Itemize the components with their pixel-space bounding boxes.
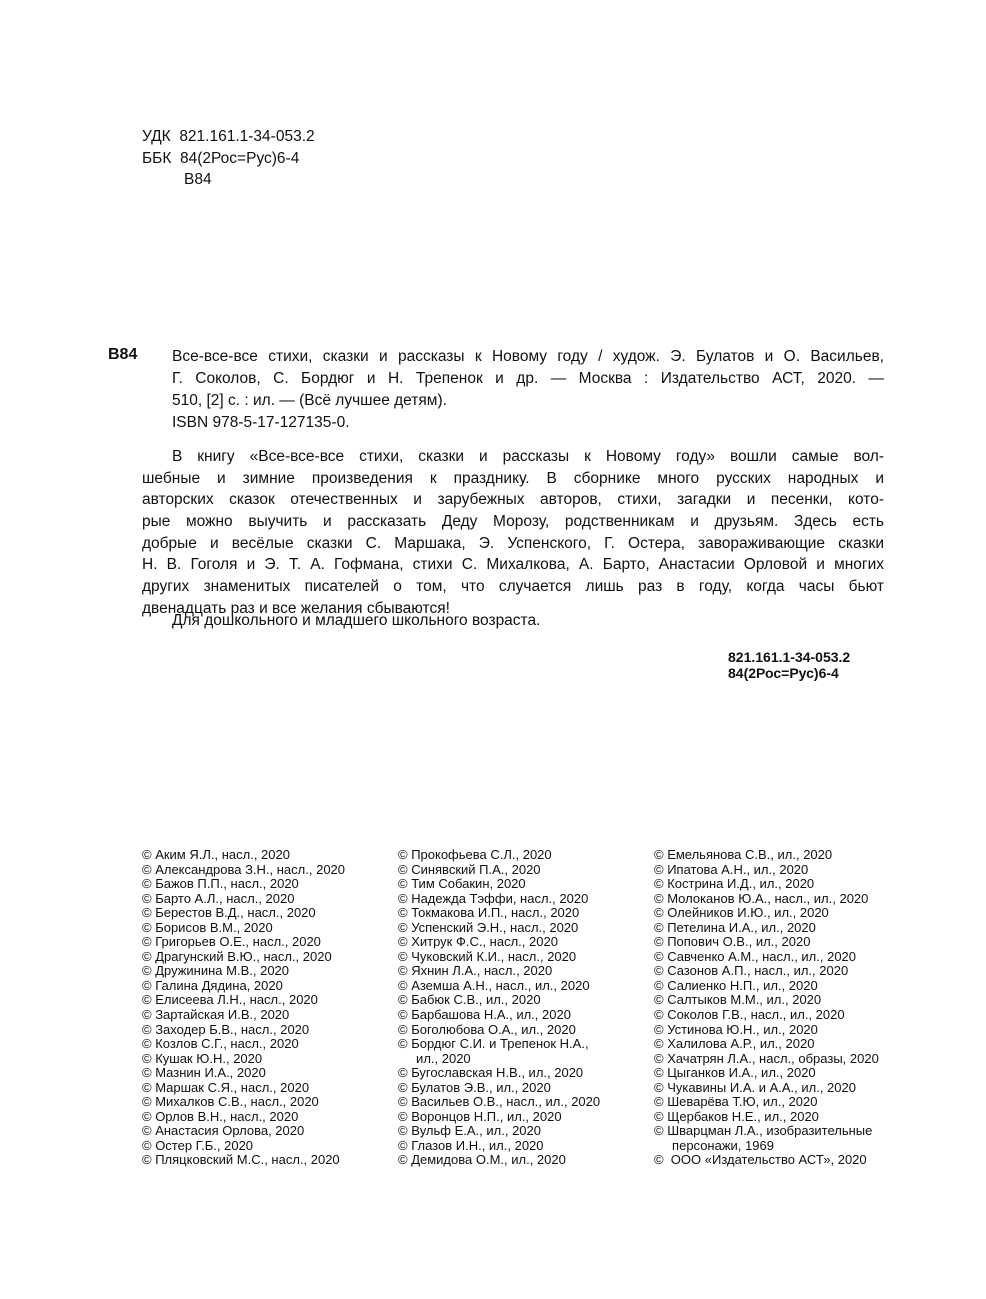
copyright-entry: © Елисеева Л.Н., насл., 2020 xyxy=(142,992,318,1008)
copyright-entry: © Боголюбова О.А., ил., 2020 xyxy=(398,1021,576,1037)
copyright-entry: © Глазов И.Н., ил., 2020 xyxy=(398,1137,544,1153)
copyright-entry: © Воронцов Н.П., ил., 2020 xyxy=(398,1108,562,1124)
copyright-entry: © Григорьев О.Е., насл., 2020 xyxy=(142,934,321,950)
annotation-line: авторских сказок отечественных и зарубежных авторов, стихи, загадки и песенки, кото- xyxy=(142,491,884,509)
copyright-entry: © Орлов В.Н., насл., 2020 xyxy=(142,1108,299,1124)
annotation-line: рые можно выучить и рассказать Деду Морозу, родственникам и друзьям. Здесь есть xyxy=(142,513,884,531)
copyright-entry: © Олейников И.Ю., ил., 2020 xyxy=(654,905,829,921)
copyright-entry: © Соколов Г.В., насл., ил., 2020 xyxy=(654,1007,845,1023)
copyright-entry: © Барбашова Н.А., ил., 2020 xyxy=(398,1007,571,1023)
copyright-entry: персонажи, 1969 xyxy=(654,1137,774,1153)
copyright-entry: © Шеварёва Т.Ю, ил., 2020 xyxy=(654,1094,818,1110)
udk-code: 821.161.1-34-053.2 xyxy=(728,649,851,665)
copyright-entry: © Борисов В.М., 2020 xyxy=(142,919,273,935)
udk-line xyxy=(142,126,315,148)
biblio-line: Г. Соколов, С. Бордюг и Н. Трепенок и др. — Москва : Издательство АСТ, 2020. — xyxy=(172,370,884,387)
bbk-code: 84(2Рос=Рус)6-4 xyxy=(728,665,839,681)
copyright-entry: © Кострина И.Д., ил., 2020 xyxy=(654,876,815,892)
copyright-entry: © ООО «Издательство АСТ», 2020 xyxy=(654,1152,867,1168)
annotation-line: Н. В. Гоголя и Э. Т. А. Гофмана, стихи С. Михалкова, А. Барто, Анастасии Орловой и многих xyxy=(142,556,884,574)
copyright-entry: © Щербаков Н.Е., ил., 2020 xyxy=(654,1108,819,1124)
annotation-line: других знаменитых писателей о том, что случается лишь раз в году, когда часы бьют xyxy=(142,578,884,596)
annotation xyxy=(142,446,884,620)
udc-block xyxy=(142,126,315,191)
bbk-line xyxy=(142,148,315,170)
copyright-entry: © Чуковский К.И., насл., 2020 xyxy=(398,948,577,964)
copyright-entry: © Аземша А.Н., насл., ил., 2020 xyxy=(398,977,590,993)
copyright-entry: © Анастасия Орлова, 2020 xyxy=(142,1123,305,1139)
copyright-entry: © Петелина И.А., ил., 2020 xyxy=(654,919,816,935)
copyright-entry: © Бордюг С.И. и Трепенок Н.А., xyxy=(398,1036,589,1052)
copyright-entry: © Тим Собакин, 2020 xyxy=(398,876,526,892)
author-sign: В84 xyxy=(184,171,212,188)
copyright-entry: © Хачатрян Л.А., насл., образы, 2020 xyxy=(654,1050,879,1066)
copyright-entry: © Яхнин Л.А., насл., 2020 xyxy=(398,963,553,979)
copyright-entry: © Бабюк С.В., ил., 2020 xyxy=(398,992,541,1008)
copyright-entry: © Ипатова А.Н., ил., 2020 xyxy=(654,861,809,877)
copyright-entry: © Галина Дядина, 2020 xyxy=(142,977,283,993)
copyright-entry: © Демидова О.М., ил., 2020 xyxy=(398,1152,566,1168)
copyright-entry: © Хитрук Ф.С., насл., 2020 xyxy=(398,934,558,950)
copyright-entry: © Аким Я.Л., насл., 2020 xyxy=(142,847,290,862)
copyright-entry: © Попович О.В., ил., 2020 xyxy=(654,934,811,950)
copyright-entry: © Надежда Тэффи, насл., 2020 xyxy=(398,890,589,906)
copyright-entry: © Кушак Ю.Н., 2020 xyxy=(142,1050,263,1066)
catalog-letter: В84 xyxy=(108,346,138,363)
biblio-line: Все-все-все стихи, сказки и рассказы к Новому году / худож. Э. Булатов и О. Васильев, xyxy=(172,348,884,365)
copyright-entry: © Салтыков М.М., ил., 2020 xyxy=(654,992,822,1008)
bibliographic-record xyxy=(172,346,884,412)
copyright-entry: © Синявский П.А., 2020 xyxy=(398,861,541,877)
copyright-entry: © Бугославская Н.В., ил., 2020 xyxy=(398,1065,584,1081)
udk-value: 821.161.1-34-053.2 xyxy=(179,128,315,145)
annotation-line: добрые и весёлые сказки С. Маршака, Э. Успенского, Г. Остера, завораживающие сказки xyxy=(142,534,884,552)
copyright-entry: © Барто А.Л., насл., 2020 xyxy=(142,890,295,906)
copyright-entry: ил., 2020 xyxy=(398,1050,471,1066)
copyright-column-1 xyxy=(142,848,345,1168)
copyright-entry: © Токмакова И.П., насл., 2020 xyxy=(398,905,580,921)
annotation-line: двенадцать раз и все желания сбываются! xyxy=(142,599,450,617)
copyright-column-3 xyxy=(654,848,879,1168)
copyright-entry: © Булатов Э.В., ил., 2020 xyxy=(398,1079,551,1095)
annotation-line: В книгу «Все-все-все стихи, сказки и рассказы к Новому году» вошли самые вол- xyxy=(172,448,884,465)
copyright-entry: © Заходер Б.В., насл., 2020 xyxy=(142,1021,310,1037)
copyright-entry: © Пляцковский М.С., насл., 2020 xyxy=(142,1152,340,1168)
copyright-entry: © Устинова Ю.Н., ил., 2020 xyxy=(654,1021,818,1037)
copyright-entry: © Чукавины И.А. и А.А., ил., 2020 xyxy=(654,1079,856,1095)
copyright-entry: © Прокофьева С.Л., 2020 xyxy=(398,847,552,862)
udk-label: УДК xyxy=(142,128,171,145)
copyright-entry: © Цыганков И.А., ил., 2020 xyxy=(654,1065,816,1081)
copyright-entry: © Козлов С.Г., насл., 2020 xyxy=(142,1036,299,1052)
isbn: ISBN 978-5-17-127135-0. xyxy=(172,414,350,431)
copyright-entry: © Александрова З.Н., насл., 2020 xyxy=(142,861,346,877)
copyright-entry: © Салиенко Н.П., ил., 2020 xyxy=(654,977,818,993)
bbk-value: 84(2Рос=Рус)6-4 xyxy=(180,149,300,167)
copyright-entry: © Берестов В.Д., насл., 2020 xyxy=(142,905,316,921)
copyright-entry: © Зартайская И.В., 2020 xyxy=(142,1007,290,1023)
copyright-entry: © Успенский Э.Н., насл., 2020 xyxy=(398,919,579,935)
age-note: Для дошкольного и младшего школьного возраста. xyxy=(172,612,541,629)
copyright-entry: © Емельянова С.В., ил., 2020 xyxy=(654,847,833,862)
copyright-entry: © Драгунский В.Ю., насл., 2020 xyxy=(142,948,332,964)
copyright-entry: © Молоканов Ю.А., насл., ил., 2020 xyxy=(654,890,869,906)
biblio-line: 510, [2] с. : ил. — (Всё лучшее детям). xyxy=(172,392,447,409)
copyright-entry: © Дружинина М.В., 2020 xyxy=(142,963,290,979)
copyright-entry: © Остер Г.Б., 2020 xyxy=(142,1137,254,1153)
copyright-entry: © Михалков С.В., насл., 2020 xyxy=(142,1094,319,1110)
copyright-entry: © Мазнин И.А., 2020 xyxy=(142,1065,266,1081)
copyright-entry: © Васильев О.В., насл., ил., 2020 xyxy=(398,1094,601,1110)
annotation-line: шебные и зимние произведения к празднику. В сборнике много русских народных и xyxy=(142,469,884,487)
bbk-label: ББК xyxy=(142,149,172,167)
copyright-entry: © Халилова А.Р., ил., 2020 xyxy=(654,1036,815,1052)
classification-codes xyxy=(728,649,850,681)
copyright-entry: © Вульф Е.А., ил., 2020 xyxy=(398,1123,541,1139)
copyright-entry: © Савченко А.М., насл., ил., 2020 xyxy=(654,948,857,964)
copyright-entry: © Шварцман Л.А., изобразительные xyxy=(654,1123,873,1139)
copyright-entry: © Бажов П.П., насл., 2020 xyxy=(142,876,299,892)
copyright-column-2 xyxy=(398,848,600,1168)
copyright-entry: © Сазонов А.П., насл., ил., 2020 xyxy=(654,963,849,979)
copyright-entry: © Маршак С.Я., насл., 2020 xyxy=(142,1079,310,1095)
author-sign-line xyxy=(142,169,315,191)
